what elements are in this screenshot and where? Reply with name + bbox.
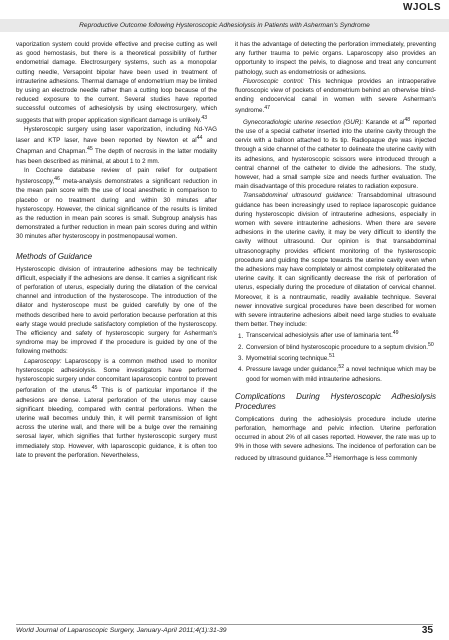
paragraph: Hysteroscopic division of intrauterine adhesions may be technically difficult, especially if the adhesions are dense. It carries a significant risk of perforation of uterus, especially during the dilatation of the cervical channel and introduction of the hysteroscope. The introduction of the dilator and hysteroscope must be guided carefully by one of the methods described here to avoid perforation because perforation at this early stage would preclude satisfactory completion of the hysteroscopy. The efficiency and safety of hysteroscopic surgery for Asherman's syndrome may be improved if the procedure is guided by one of the following methods: — [16, 265, 217, 356]
paragraph: vaporization system could provide effective and precise cutting as well as good hemostasis, but there is a theoretical possibility of further endometrial damage. Electrosurgery systems, such as a monopolar cutting needle, Versapoint bipolar have been used in treatment of intrauterine adhesions. Thermal damage of endometrium may be limited by using an electrode needle rather than a cutting loop because of the reduced exposure to the current. Several studies have reported successful outcomes of adhesiolysis by using electrosurgery, which suggests that with proper application significant damage is unlikely.$^{43}$ — [16, 41, 217, 124]
running-title: Reproductive Outcome following Hysteroscopic Adhesiolysis in Patients with Asherman's Syndrome — [0, 19, 449, 32]
page-number: 35 — [421, 625, 433, 636]
technique-list — [235, 329, 436, 383]
paragraph: Complications during the adhesiolysis procedure include uterine perforation, hemorrhage and pelvic infection. Uterine perforation occurred in about 2% of all cases reported. However, the rate was up to 9% in those with severe adhesions. The incidence of perforation can be reduced by ultrasound guidance.$^{53}$ Hemorrhage is less commonly — [235, 415, 436, 462]
right-column — [235, 40, 436, 463]
paragraph: Transabdominal ultrasound guidance: Transabdominal ultrasound guidance has been increasingly used to replace laparoscopic guidance during hysteroscopic division of intrauterine adhesions, especially in women with severe intrauterine adhesions. When there are severe adhesions in the uterine cavity, it may be very difficult to identify the cavity without ultrasound. Our opinion is that transabdominal ultrasonography provides efficient monitoring of the hysteroscopic procedure and guiding the scope towards the uterine cavity even when the adhesions may have completely or almost completely obliterated the uterine cavity. It can significantly decrease the risk of perforation of uterus, especially during the procedure of dilatation of cervical channel. Moreover, it is a nontraumatic, readily available technique. Several newer innovative surgical procedures have been described for women with severe intrauterine adhesions albeit need large studies to evaluate them better. They include: — [235, 192, 436, 329]
paragraph: In Cochrane database review of pain relief for outpatient hysteroscopy,$^{46}$ meta-analysis demonstrates a significant reduction in the mean pain score with the use of local anesthetic in comparison to placebo or no treatment during and within 30 minutes after hysteroscopy. However, the clinical significance of the results is limited as the reduction in mean pain scores is small. Subgroup analysis has demonstrated a further reduction in mean pain scores during and within 30 minutes after hysteroscopy in postmenopausal women. — [16, 166, 217, 241]
left-column — [16, 40, 217, 460]
page-footer — [16, 624, 433, 637]
paragraph: Laparoscopy: Laparoscopy is a common method used to monitor hysteroscopic adhesiolysis. Some investigators have performed hysteroscopic surgery under concomitant laparoscopic control to prevent perforation of the uterus.$^{45}$ This is of particular importance if the adhesions are dense. Lateral perforation of the uterus may cause significant bleeding, compared with central perforations. When the uterine wall becomes unduly thin, it will permit transmission of light across the uterine wall, and there will be a bulge over the remaining serosal layer, which signifies that further hysteroscopic surgery must immediately stop. However, with laparoscopic guidance, it is often too late to prevent the perforation. Nevertheless, — [16, 357, 217, 459]
paragraph: Fluoroscopic control: This technique provides an intraoperative fluoroscopic view of pockets of endometrium behind an otherwise blind-ending endocervical canal in women with severe Asherman's syndrome.$^{47}$ — [235, 77, 436, 115]
list-item: 2. Conversion of blind hysteroscopic procedure to a septum division.$^{50}$ — [245, 341, 436, 352]
list-item: 4. Pressure lavage under guidance;$^{52}$ a novel technique which may be good for women with mild intrauterine adhesions. — [245, 363, 436, 383]
paragraph: Gynecoradiologic uterine resection (GUR): Karande et $al^{48}$ reported the use of a special catheter inserted into the uterine cavity through the cervix with a balloon attached to its tip. Radiopaque dye was injected through a side channel of the catheter to delineate the uterine cavity with its adhesions, and hysteroscopic scissors were introduced through a central channel of the catheter to divide the adhesions. The study, however, had a small sample size and needs further evaluation. The main disadvantage of this procedure relates to radiation exposure. — [235, 116, 436, 191]
paragraph: it has the advantage of detecting the perforation immediately, preventing any further trauma to pelvic organs. Laparoscopy also provides an opportunity to inspect the pelvis, to diagnose and treat any concurrent pathology, such as endometriosis or adhesions. — [235, 41, 436, 76]
list-item: 3. Myometrial scoring technique.$^{51}$ — [245, 352, 436, 363]
list-item: 1. Transcervical adhesiolysis after use of laminaria tent.$^{49}$ — [245, 329, 436, 340]
section-heading-methods: Methods of Guidance — [16, 251, 93, 261]
journal-citation: World Journal of Laparoscopic Surgery, January-April 2011;4(1):31-39 — [16, 627, 227, 634]
journal-tag: WJOLS — [402, 2, 441, 13]
section-heading-complications: Complications During Hysteroscopic Adhesiolysis Procedures — [235, 391, 436, 411]
paragraph: Hysteroscopic surgery using laser vaporization, including Nd-YAG laser and KTP laser, have been reported by Newton et $al^{44}$ and Chapman and Chapman.$^{45}$ The depth of necrosis in the latter modality has been described as minimal, at about 1 to 2 mm. — [16, 125, 217, 165]
